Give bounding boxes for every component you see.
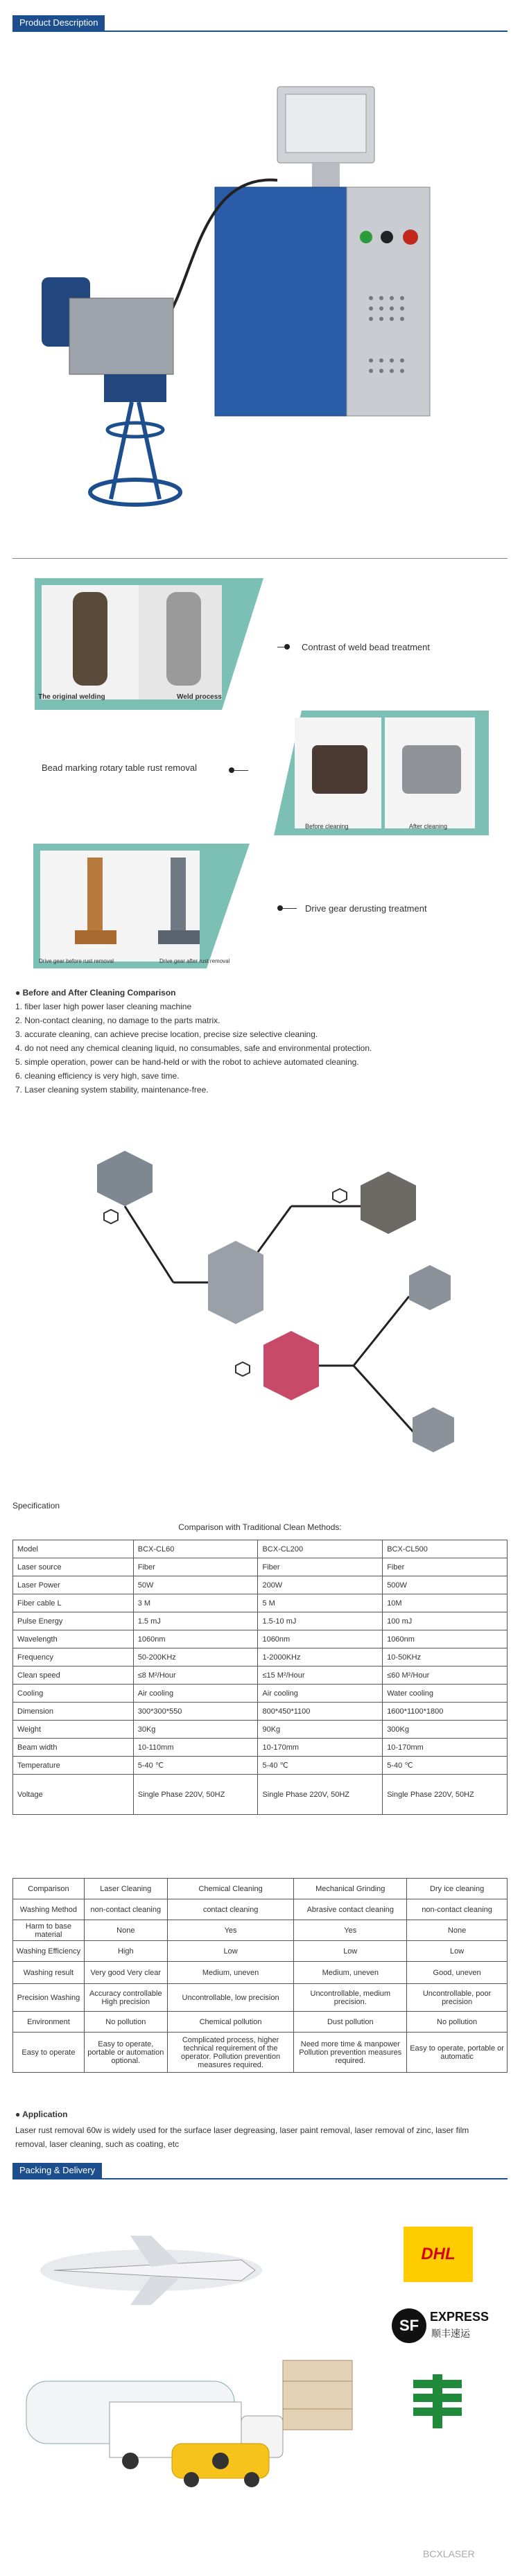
dhl-logo-text: DHL xyxy=(421,2245,456,2263)
table-cell: Low xyxy=(407,1941,508,1962)
list-heading: ● Before and After Cleaning Comparison xyxy=(15,988,176,998)
table-cell: 200W xyxy=(258,1576,383,1594)
table-cell: 10-170mm xyxy=(383,1739,508,1757)
table-cell: Air cooling xyxy=(258,1685,383,1703)
table-header-cell: BCX-CL60 xyxy=(133,1540,258,1558)
rotary-after-label: After cleaning xyxy=(409,823,448,830)
product-description-banner xyxy=(12,15,508,32)
table-row xyxy=(13,1630,508,1648)
table-cell: 10-170mm xyxy=(258,1739,383,1757)
table-cell: Clean speed xyxy=(13,1666,134,1685)
table-cell: Good, uneven xyxy=(407,1962,508,1984)
list-item: 6. cleaning efficiency is very high, save time. xyxy=(15,1071,180,1081)
table-cell: 1060nm xyxy=(133,1630,258,1648)
watermark-text: BCXLASER xyxy=(423,2548,475,2559)
table-cell: 5-40 ℃ xyxy=(258,1757,383,1775)
table-cell: Medium, uneven xyxy=(167,1962,294,1984)
table-row xyxy=(13,1721,508,1739)
bullet-dot xyxy=(277,905,283,911)
methods-table xyxy=(12,1878,508,2073)
hexagon-graphic xyxy=(62,1151,478,1477)
table-header-cell: Laser Cleaning xyxy=(84,1879,167,1899)
table-row xyxy=(13,1685,508,1703)
table-cell: Abrasive contact cleaning xyxy=(294,1899,407,1920)
table-cell: 5-40 ℃ xyxy=(383,1757,508,1775)
table-cell: Washing Efficiency xyxy=(13,1941,85,1962)
table-cell: Precision Washing xyxy=(13,1984,85,2012)
table-cell: ≤15 M²/Hour xyxy=(258,1666,383,1685)
table-cell: 1.5-10 mJ xyxy=(258,1612,383,1630)
table-header-cell: BCX-CL200 xyxy=(258,1540,383,1558)
application-heading-text: Application xyxy=(22,2109,68,2119)
table-cell: 90Kg xyxy=(258,1721,383,1739)
table-cell: Laser source xyxy=(13,1558,134,1576)
table-cell: 50W xyxy=(133,1576,258,1594)
table-cell: 800*450*1100 xyxy=(258,1703,383,1721)
table-row xyxy=(13,1558,508,1576)
table-cell: 10-50KHz xyxy=(383,1648,508,1666)
table-row xyxy=(13,1594,508,1612)
specification-label: Specification xyxy=(12,1501,60,1511)
rotary-caption: Bead marking rotary table rust removal xyxy=(42,763,197,773)
table-cell: 10-110mm xyxy=(133,1739,258,1757)
table-cell: None xyxy=(407,1920,508,1941)
table-cell: Fiber xyxy=(133,1558,258,1576)
table-row xyxy=(13,1703,508,1721)
divider xyxy=(12,558,508,559)
table-cell: 500W xyxy=(383,1576,508,1594)
table-cell: Fiber xyxy=(383,1558,508,1576)
gear-before-label: Drive gear before rust removal xyxy=(39,958,114,964)
table-row xyxy=(13,1775,508,1815)
table-cell: 100 mJ xyxy=(383,1612,508,1630)
sf-express-text: EXPRESS xyxy=(430,2310,489,2324)
list-item: 3. accurate cleaning, can achieve precise location, precise size selective cleaning. xyxy=(15,1029,318,1039)
weld-before-label: The original welding xyxy=(38,693,105,701)
table-cell: High xyxy=(84,1941,167,1962)
table-header-cell: Model xyxy=(13,1540,134,1558)
table-cell: 5-40 ℃ xyxy=(133,1757,258,1775)
table-row xyxy=(13,1962,508,1984)
table-cell: 50-200KHz xyxy=(133,1648,258,1666)
table-row xyxy=(13,1648,508,1666)
table-cell: No pollution xyxy=(84,2012,167,2033)
table-cell: Wavelength xyxy=(13,1630,134,1648)
connector-line xyxy=(283,908,297,909)
table-cell: contact cleaning xyxy=(167,1899,294,1920)
gear-caption: Drive gear derusting treatment xyxy=(305,903,427,914)
bullet-dot xyxy=(284,644,290,650)
table-row xyxy=(13,1899,508,1920)
table-cell: Frequency xyxy=(13,1648,134,1666)
table-cell: 1.5 mJ xyxy=(133,1612,258,1630)
table-cell: Single Phase 220V, 50HZ xyxy=(258,1775,383,1815)
list-item: 1. fiber laser high power laser cleaning machine xyxy=(15,1002,192,1011)
weld-comparison-panel xyxy=(35,578,263,710)
banner-title: Product Description xyxy=(12,15,105,31)
dhl-logo xyxy=(404,2227,473,2282)
table-cell: No pollution xyxy=(407,2012,508,2033)
table-cell: Yes xyxy=(167,1920,294,1941)
table-cell: Complicated process, higher technical requirement of the operator. Pollution prevention measures required. xyxy=(167,2033,294,2073)
table-cell: Yes xyxy=(294,1920,407,1941)
table-cell: Easy to operate, portable or automatic xyxy=(407,2033,508,2073)
table-cell: Accuracy controllable High precision xyxy=(84,1984,167,2012)
list-heading-text: Before and After Cleaning Comparison xyxy=(22,988,176,998)
specification-title: Comparison with Traditional Clean Methods: xyxy=(178,1522,342,1532)
delivery-illustration xyxy=(12,2194,387,2520)
table-cell: Harm to base material xyxy=(13,1920,85,1941)
table-cell: Single Phase 220V, 50HZ xyxy=(383,1775,508,1815)
table-cell: Pulse Energy xyxy=(13,1612,134,1630)
table-row xyxy=(13,1941,508,1962)
table-row xyxy=(13,2033,508,2073)
table-cell: Chemical pollution xyxy=(167,2012,294,2033)
table-cell: Low xyxy=(294,1941,407,1962)
table-cell: non-contact cleaning xyxy=(407,1899,508,1920)
table-cell: Laser Power xyxy=(13,1576,134,1594)
table-cell: Voltage xyxy=(13,1775,134,1815)
list-item: 4. do not need any chemical cleaning liquid, no consumables, safe and environmental protection. xyxy=(15,1043,372,1053)
table-cell: Dust pollution xyxy=(294,2012,407,2033)
before-after-list xyxy=(15,986,501,1097)
table-cell: Fiber cable L xyxy=(13,1594,134,1612)
table-cell: Cooling xyxy=(13,1685,134,1703)
rotary-comparison-panel xyxy=(274,711,489,835)
table-cell: 300Kg xyxy=(383,1721,508,1739)
table-cell: Beam width xyxy=(13,1739,134,1757)
table-cell: Low xyxy=(167,1941,294,1962)
banner-title: Packing & Delivery xyxy=(12,2163,102,2178)
table-row xyxy=(13,1739,508,1757)
application-text: Laser rust removal 60w is widely used for the surface laser degreasing, laser paint removal, laser removal of zinc, laser film removal, laser cleaning, such as coating, etc xyxy=(15,2125,469,2149)
table-cell: Air cooling xyxy=(133,1685,258,1703)
table-cell: Uncontrollable, poor precision xyxy=(407,1984,508,2012)
table-cell: Need more time & manpower Pollution prevention measures required. xyxy=(294,2033,407,2073)
weld-after-label: Weld process xyxy=(177,693,222,701)
table-header-cell: Comparison xyxy=(13,1879,85,1899)
spec-table xyxy=(12,1540,508,1815)
table-row xyxy=(13,1540,508,1558)
table-cell: ≤60 M²/Hour xyxy=(383,1666,508,1685)
table-header-cell: Chemical Cleaning xyxy=(167,1879,294,1899)
gear-comparison-panel xyxy=(33,844,250,968)
table-cell: Medium, uneven xyxy=(294,1962,407,1984)
table-cell: Dimension xyxy=(13,1703,134,1721)
table-cell: 300*300*550 xyxy=(133,1703,258,1721)
table-cell: ≤8 M²/Hour xyxy=(133,1666,258,1685)
rotary-before-label: Before cleaning xyxy=(305,823,349,830)
table-cell: 5 M xyxy=(258,1594,383,1612)
table-cell: Very good Very clear xyxy=(84,1962,167,1984)
table-cell: Easy to operate xyxy=(13,2033,85,2073)
bullet-dot xyxy=(229,767,234,773)
laser-machine-image xyxy=(28,69,499,513)
table-row xyxy=(13,1984,508,2012)
table-header-cell: Mechanical Grinding xyxy=(294,1879,407,1899)
table-cell: Washing Method xyxy=(13,1899,85,1920)
sf-logo-mark: SF xyxy=(392,2308,426,2343)
table-cell: Weight xyxy=(13,1721,134,1739)
table-cell: Environment xyxy=(13,2012,85,2033)
table-cell: non-contact cleaning xyxy=(84,1899,167,1920)
table-row xyxy=(13,1612,508,1630)
table-cell: Single Phase 220V, 50HZ xyxy=(133,1775,258,1815)
table-cell: Easy to operate, portable or automation optional. xyxy=(84,2033,167,2073)
table-header-cell: BCX-CL500 xyxy=(383,1540,508,1558)
packing-delivery-banner xyxy=(12,2163,508,2179)
table-cell: Water cooling xyxy=(383,1685,508,1703)
table-cell: 10M xyxy=(383,1594,508,1612)
table-cell: Washing result xyxy=(13,1962,85,1984)
table-cell: 1-2000KHz xyxy=(258,1648,383,1666)
list-item: 7. Laser cleaning system stability, maintenance-free. xyxy=(15,1085,209,1095)
gear-after-label: Drive gear after rust removal xyxy=(159,958,230,964)
table-cell: 30Kg xyxy=(133,1721,258,1739)
list-item: 5. simple operation, power can be hand-held or with the robot to achieve automated cleaning. xyxy=(15,1057,359,1067)
table-header-cell: Dry ice cleaning xyxy=(407,1879,508,1899)
table-row xyxy=(13,2012,508,2033)
table-row xyxy=(13,1757,508,1775)
weld-caption: Contrast of weld bead treatment xyxy=(302,642,430,652)
table-cell: 3 M xyxy=(133,1594,258,1612)
table-cell: Fiber xyxy=(258,1558,383,1576)
china-post-logo xyxy=(408,2374,467,2430)
table-row xyxy=(13,1920,508,1941)
connector-line xyxy=(234,770,248,771)
table-row xyxy=(13,1879,508,1899)
table-cell: Temperature xyxy=(13,1757,134,1775)
table-cell: Uncontrollable, medium precision. xyxy=(294,1984,407,2012)
table-row xyxy=(13,1666,508,1685)
table-cell: 1600*1100*1800 xyxy=(383,1703,508,1721)
watermark xyxy=(423,2548,475,2559)
application-heading: ● Application xyxy=(15,2109,68,2119)
table-cell: Uncontrollable, low precision xyxy=(167,1984,294,2012)
table-cell: 1060nm xyxy=(258,1630,383,1648)
table-cell: 1060nm xyxy=(383,1630,508,1648)
sf-chinese-text: 顺丰速运 xyxy=(431,2328,470,2339)
table-row xyxy=(13,1576,508,1594)
list-item: 2. Non-contact cleaning, no damage to the parts matrix. xyxy=(15,1016,220,1025)
table-cell: None xyxy=(84,1920,167,1941)
